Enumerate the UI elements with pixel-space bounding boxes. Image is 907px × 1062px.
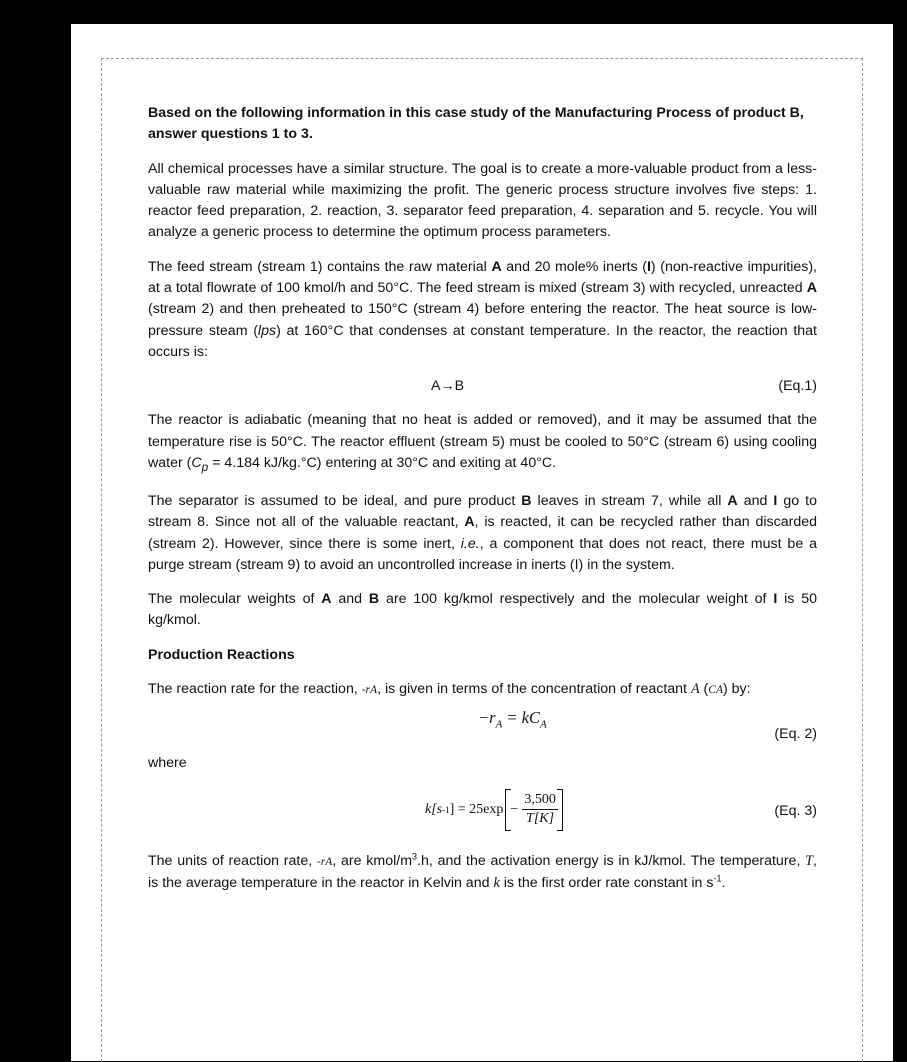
where-label: where (148, 755, 187, 772)
paragraph-separator: The separator is assumed to be ideal, and pure product B leaves in stream 7, while all A and I go to stream 8. Since not all of the valuable reactant, A, is reacted, it can be recycled rather than discarded (stream 2). However, since there is some inert, i.e., a component that does not react, there must be a purge stream (stream 9) to avoid an uncontrolled increase in inerts (I) in the system. (148, 492, 818, 573)
equation-1-formula: A→B (431, 378, 465, 395)
equation-3-bracket: − $\frac{3,500}{T[K]}$ (505, 789, 562, 831)
equation-2-label: (Eq. 2) (774, 726, 817, 743)
document-page (71, 24, 893, 1061)
equation-1 (148, 376, 817, 397)
paragraph-reaction-rate: The reaction rate for the reaction, -rA, is given in terms of the concentration of reactant A (CA) by: (148, 681, 751, 698)
intro-heading: Based on the following information in this case study of the Manufacturing Process of product B, answer questions 1 to 3. (148, 105, 804, 143)
paragraph-process-structure: All chemical processes have a similar structure. The goal is to create a more-valuable product from a less-valuable raw material while maximizing the profit. The generic process structure involves five steps: 1. reactor feed preparation, 2. reaction, 3. separator feed preparation, 4. separation and 5. recycle. You will analyze a generic process to determine the optimum process parameters. (148, 160, 817, 241)
equation-3-fraction: $\frac{3,500}{T[K]}$ (524, 792, 556, 827)
equation-2 (148, 707, 817, 753)
paragraph-units: The units of reaction rate, -rA, are kmol/$m^3.h$, and the activation energy is in kJ/kmol. The temperature, T, is the average temperature in the reactor in Kelvin and k is the first order rate constant in $s^{-1}$. (148, 850, 817, 891)
equation-3 (148, 785, 817, 851)
equation-3-label: (Eq. 3) (774, 802, 817, 819)
paragraph-feed-stream: The feed stream (stream 1) contains the raw material A and 20 mole% inerts (I) (non-reactive impurities), at a total flowrate of 100 kmol/h and 50°C. The feed stream is mixed (stream 3) with recycled, unreacted A (stream 2) and then preheated to 150°C (stream 4) before entering the reactor. The heat source is low-pressure steam (lps) at 160°C that condenses at constant temperature. In the reactor, the reaction that occurs is: (148, 258, 817, 360)
section-heading: Production Reactions (148, 646, 295, 663)
document-content (148, 103, 817, 907)
equation-2-formula: $-r_A = kC_A$ (478, 708, 547, 731)
equation-1-label: (Eq.1) (778, 378, 817, 395)
paragraph-reactor: The reactor is adiabatic (meaning that no heat is added or removed), and it may be assumed that the temperature rise is 50°C. The reactor effluent (stream 5) must be cooled to 50°C (stream 6) using cooling water ($C_p = 4.184$ kJ/kg.°C) entering at 30°C and exiting at 40°C. (148, 412, 817, 474)
equation-3-formula: k[s -1 ] = 25exp − $\frac{3,500}{T[K]}$ (425, 789, 563, 831)
paragraph-molecular-weights: The molecular weights of A and B are 100 kg/kmol respectively and the molecular weight of I is 50 kg/kmol. (148, 591, 818, 629)
